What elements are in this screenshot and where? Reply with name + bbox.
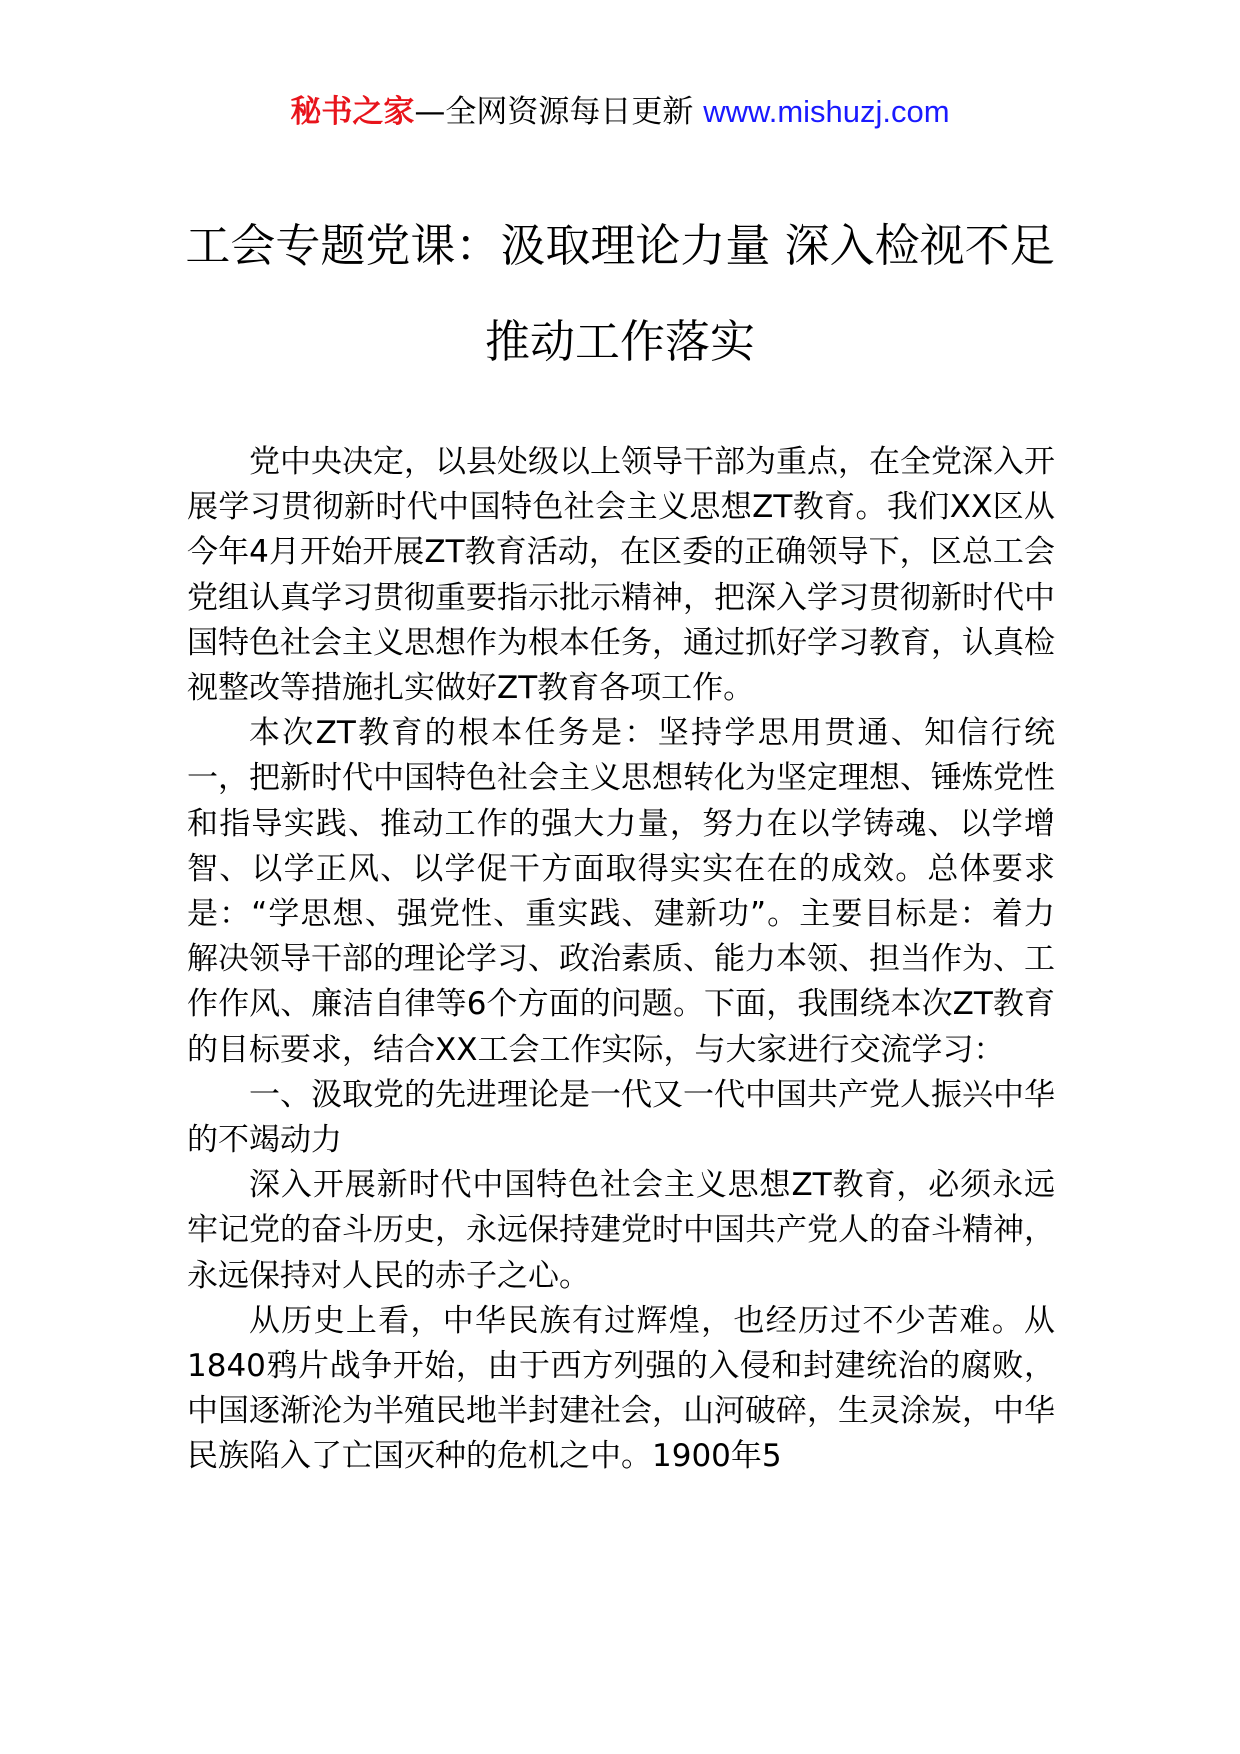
site-header [0,92,1240,132]
site-brand: 秘书之家 [290,94,415,130]
section-heading: 一、汲取党的先进理论是一代又一代中国共产党人振兴中华的不竭动力 [187,1076,1055,1159]
paragraph: 党中央决定，以县处级以上领导干部为重点，在全党深入开展学习贯彻新时代中国特色社会主义思想ZT教育。我们XX区从今年4月开始开展ZT教育活动，在区委的正确领导下，区总工会党组认真学习贯彻重要指示批示精神，把深入学习贯彻新时代中国特色社会主义思想作为根本任务，通过抓好学习教育，认真检视整改等措施扎实做好ZT教育各项工作。 [187,444,1055,707]
paragraph: 从历史上看，中华民族有过辉煌，也经历过不少苦难。从1840鸦片战争开始，由于西方列强的入侵和封建统治的腐败，中国逐渐沦为半殖民地半封建社会，山河破碎，生灵涂炭，中华民族陷入了亡国灭种的危机之中。1900年5 [187,1302,1055,1475]
paragraph: 本次ZT教育的根本任务是：坚持学思用贯通、知信行统一，把新时代中国特色社会主义思想转化为坚定理想、锤炼党性和指导实践、推动工作的强大力量，努力在以学铸魂、以学增智、以学正风、以学促干方面取得实实在在的成效。总体要求是：“学思想、强党性、重实践、建新功”。主要目标是：着力解决领导干部的理论学习、政治素质、能力本领、担当作为、工作作风、廉洁自律等6个方面的问题。下面，我围绕本次ZT教育的目标要求，结合XX工会工作实际，与大家进行交流学习： [187,715,1055,1068]
paragraph: 深入开展新时代中国特色社会主义思想ZT教育，必须永远牢记党的奋斗历史，永远保持建党时中国共产党人的奋斗精神，永远保持对人民的赤子之心。 [187,1167,1055,1294]
document-body [187,440,1055,1480]
site-url-link[interactable]: www.mishuzj.com [703,94,950,129]
document-title: 工会专题党课：汲取理论力量 深入检视不足 推动工作落实 [185,219,1055,368]
site-tagline: —全网资源每日更新 [414,94,704,130]
